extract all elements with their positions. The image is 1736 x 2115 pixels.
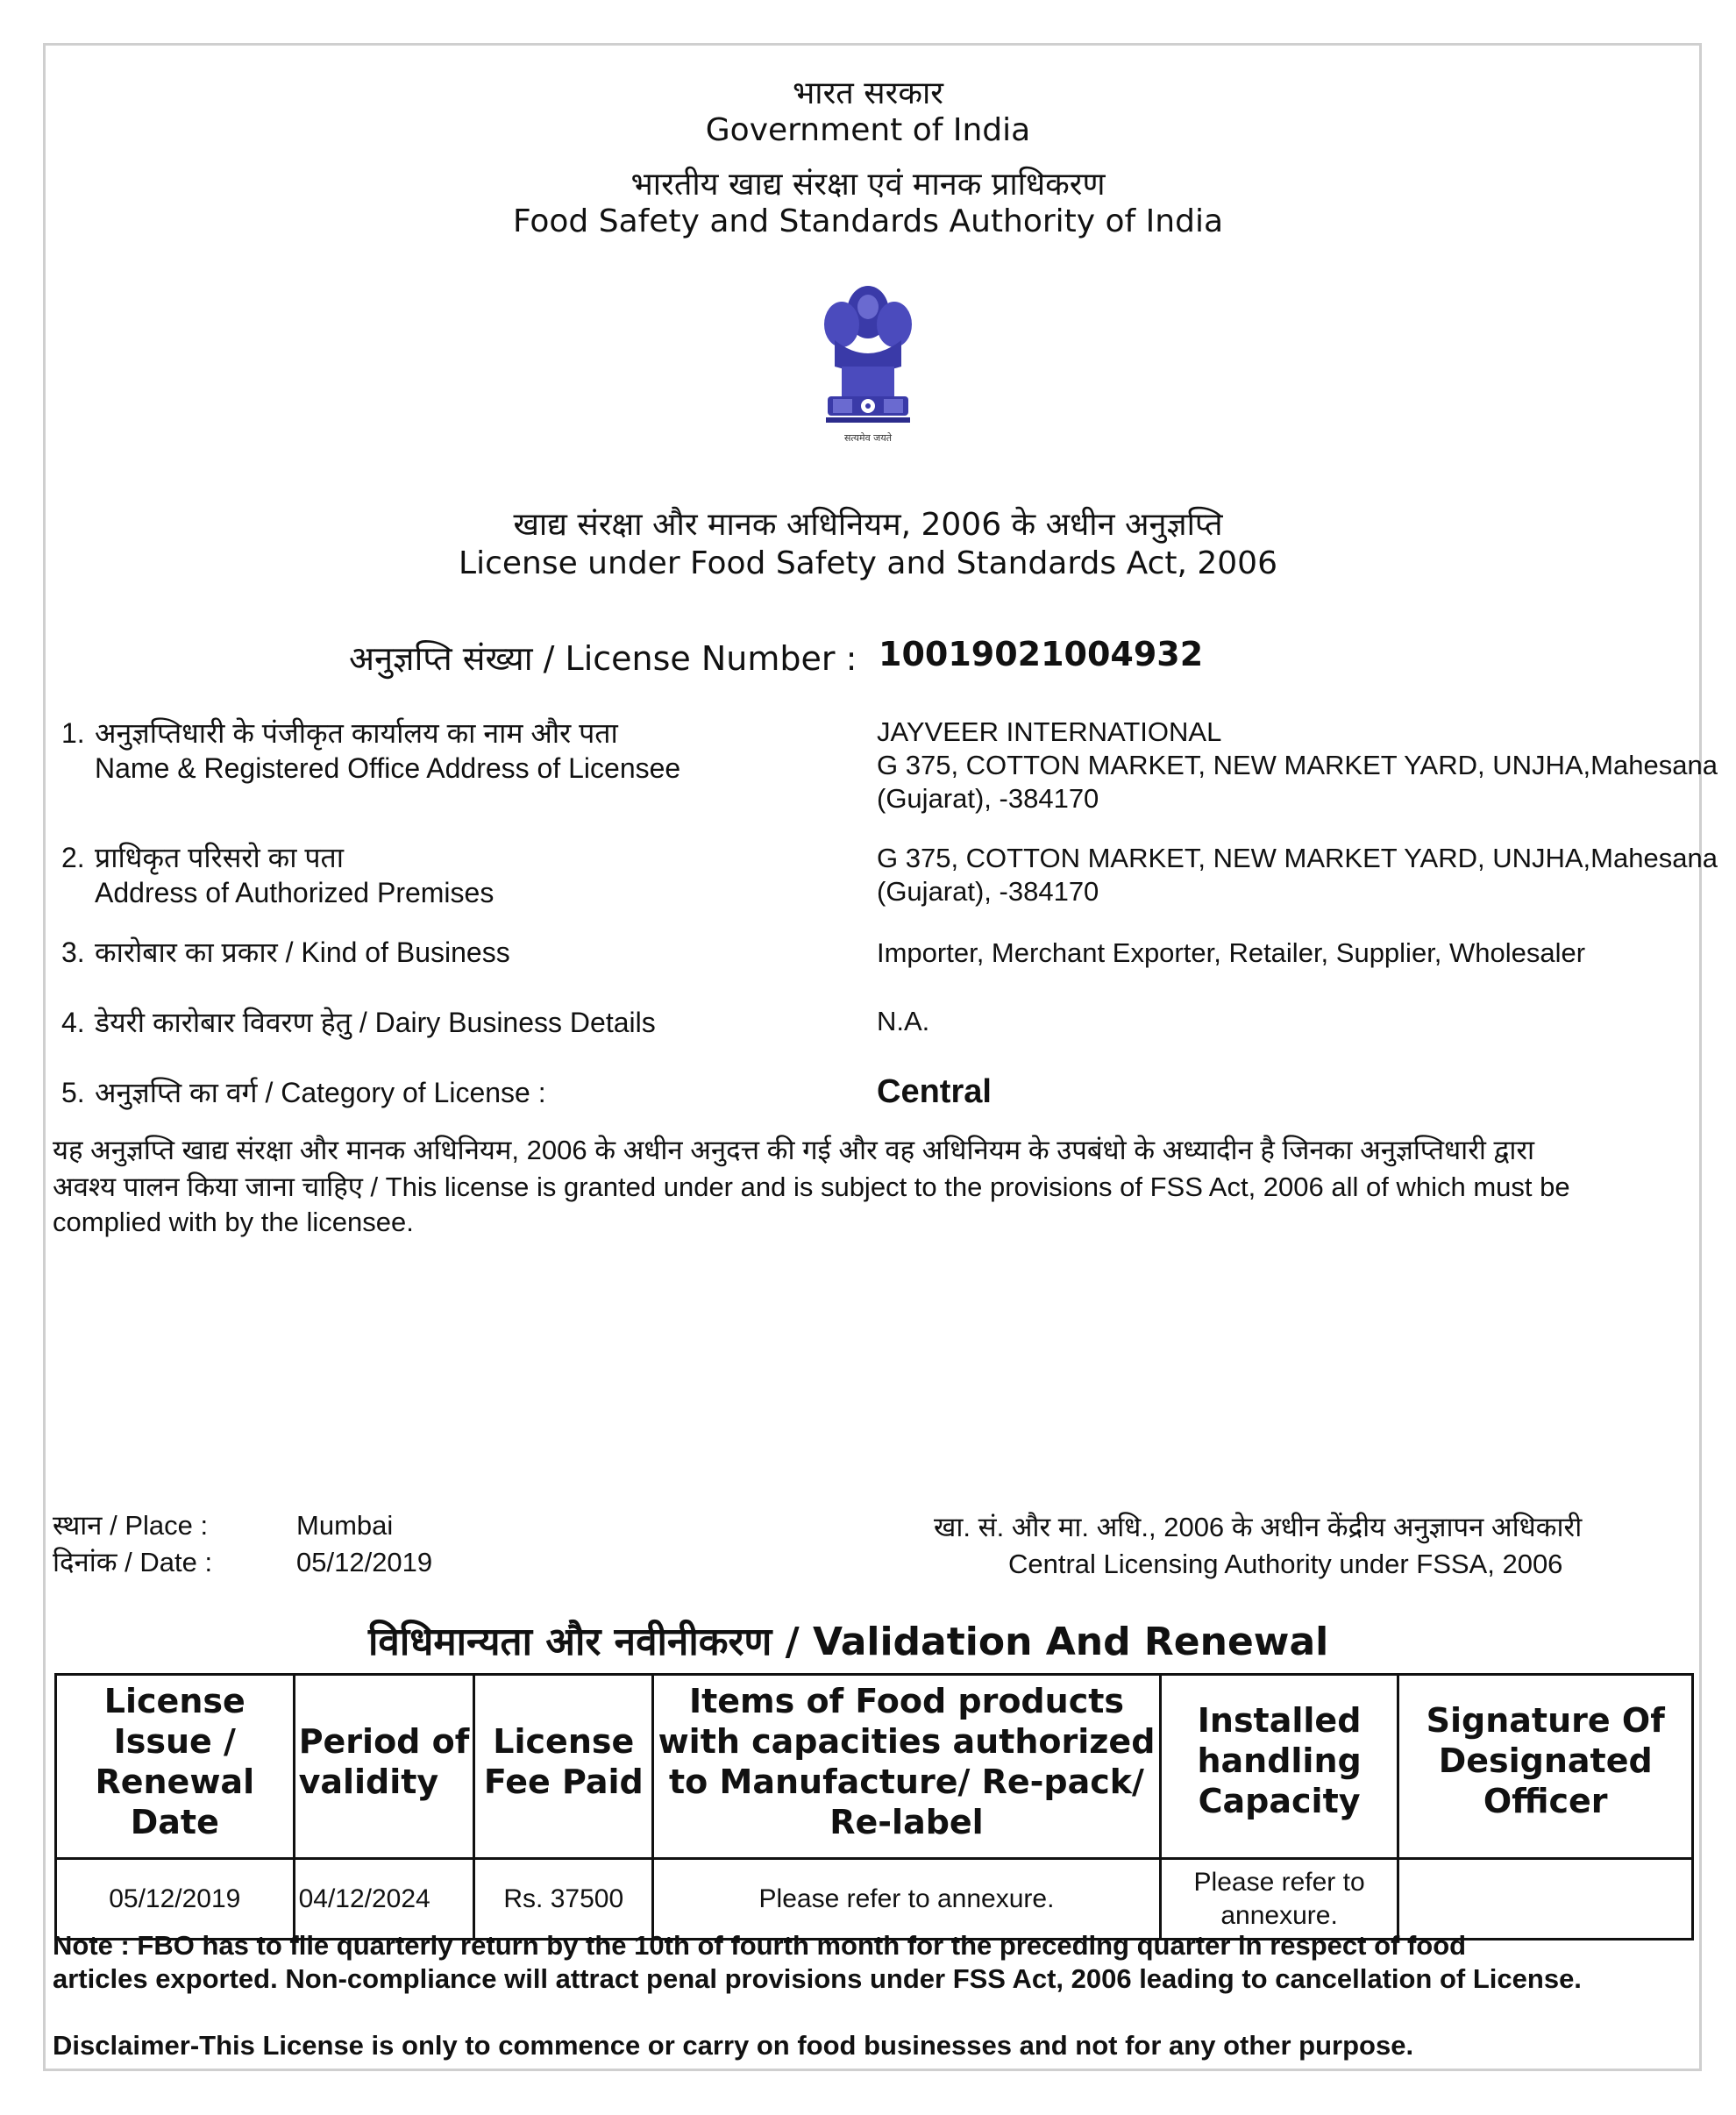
kind-of-business: Importer, Merchant Exporter, Retailer, Supplier, Wholesaler (877, 937, 1586, 968)
header-text: Date (130, 1803, 219, 1841)
fee-cell (474, 1859, 653, 1940)
header-text: Installed (1197, 1701, 1362, 1740)
title-english: License under Food Safety and Standards Act, 2006 (459, 545, 1277, 581)
capacity-text: Please refer to (1193, 1867, 1365, 1897)
premises-address-line: (Gujarat), -384170 (877, 876, 1099, 907)
validity-date: 04/12/2024 (298, 1884, 430, 1913)
header-text: Items of Food products (688, 1682, 1124, 1720)
header-text: Officer (1483, 1782, 1608, 1820)
statement-line: यह अनुज्ञप्ति खाद्य संरक्षा और मानक अधिनियम, 2006 के अधीन अनुदत्त की गई और वह अधिनियम के उपबंधो के अध्यादीन है जिनका अनुज्ञप्तिधारी द्वारा (53, 1135, 1535, 1165)
header-government: Government of India (705, 112, 1031, 148)
header-text: Renewal (95, 1762, 255, 1801)
header-authority: Food Safety and Standards Authority of India (512, 203, 1224, 239)
licensing-authority-hindi: खा. सं. और मा. अधि., 2006 के अधीन केंद्रीय अनुज्ञापन अधिकारी (934, 1512, 1583, 1542)
license-number-label: अनुज्ञप्ति संख्या / License Number : (349, 639, 857, 678)
row-5-number: 5. (61, 1077, 85, 1108)
validation-header-row (56, 1675, 1693, 1859)
header-hindi-government: भारत सरकार (792, 75, 944, 111)
header-text: to Manufacture/ Re-pack/ (669, 1762, 1144, 1801)
licensing-authority: Central Licensing Authority under FSSA, 2006 (1008, 1549, 1563, 1579)
date-label: दिनांक / Date : (53, 1547, 213, 1577)
capacity-text: annexure. (1220, 1900, 1338, 1930)
title-hindi: खाद्य संरक्षा और मानक अधिनियम, 2006 के अधीन अनुज्ञप्ति (513, 507, 1223, 543)
header-signature (1398, 1675, 1693, 1859)
place-value: Mumbai (296, 1510, 394, 1541)
row-1-label-hindi: अनुज्ञप्तिधारी के पंजीकृत कार्यालय का नाम और पता (95, 717, 618, 749)
validation-data-row (56, 1859, 1693, 1940)
row-4-label: डेयरी कारोबार विवरण हेतु / Dairy Business Details (95, 1007, 656, 1038)
header-hindi-authority: भारतीय खाद्य संरक्षा एवं मानक प्राधिकरण (630, 167, 1106, 203)
header-text: Issue / (113, 1722, 236, 1761)
validation-table (54, 1673, 1694, 1941)
validity-cell (294, 1859, 474, 1940)
items-text: Please refer to annexure. (758, 1884, 1055, 1913)
fee-paid: Rs. 37500 (503, 1884, 624, 1913)
header-fee (474, 1675, 653, 1859)
issue-date: 05/12/2019 (109, 1884, 241, 1913)
issue-date-cell (56, 1859, 295, 1940)
row-1-label: Name & Registered Office Address of Licensee (95, 752, 681, 784)
row-4-number: 4. (61, 1007, 85, 1038)
header-items (653, 1675, 1161, 1859)
license-number: 10019021004932 (879, 635, 1204, 673)
note-line: Note : FBO has to file quarterly return by the 10th of fourth month for the preceding quarter in respect of food (53, 1930, 1467, 1961)
national-emblem-icon (815, 279, 921, 454)
capacity-cell (1160, 1859, 1398, 1940)
dairy-business-details: N.A. (877, 1006, 930, 1036)
date-value: 05/12/2019 (296, 1547, 433, 1577)
row-1-number: 1. (61, 717, 85, 749)
row-2-label: Address of Authorized Premises (95, 877, 494, 908)
row-3-label: कारोबार का प्रकार / Kind of Business (95, 936, 510, 968)
premises-address-line: G 375, COTTON MARKET, NEW MARKET YARD, UNJHA,Mahesana (877, 843, 1718, 873)
disclaimer: Disclaimer-This License is only to commence or carry on food businesses and not for any other purpose. (53, 2030, 1414, 2061)
row-3-number: 3. (61, 936, 85, 968)
statement-line: अवश्य पालन किया जाना चाहिए / This license is granted under and is subject to the provisions of FSS Act, 2006 all of which must be (53, 1171, 1570, 1202)
validation-title: विधिमान्यता और नवीनीकरण / Validation And Renewal (368, 1620, 1329, 1664)
header-text: Signature Of (1426, 1701, 1665, 1740)
row-2-label-hindi: प्राधिकृत परिसरो का पता (95, 842, 345, 873)
header-text: License (103, 1682, 245, 1720)
place-label: स्थान / Place : (53, 1510, 209, 1541)
licensee-address-line: (Gujarat), -384170 (877, 783, 1099, 814)
header-text: Fee Paid (483, 1762, 644, 1801)
header-text: Designated (1438, 1741, 1653, 1780)
header-text: handling (1197, 1741, 1362, 1780)
header-text: Re-label (829, 1803, 984, 1841)
header-issue-date (56, 1675, 295, 1859)
header-validity (294, 1675, 474, 1859)
license-category: Central (877, 1073, 992, 1110)
items-cell (653, 1859, 1161, 1940)
header-text: with capacities authorized (658, 1722, 1156, 1761)
row-5-label: अनुज्ञप्ति का वर्ग / Category of License : (95, 1077, 546, 1108)
header-text: Capacity (1198, 1782, 1361, 1820)
note-line: articles exported. Non-compliance will attract penal provisions under FSS Act, 2006 leading to cancellation of License. (53, 1963, 1582, 1994)
licensee-name: JAYVEER INTERNATIONAL (877, 716, 1222, 747)
header-capacity (1160, 1675, 1398, 1859)
row-2-number: 2. (61, 842, 85, 873)
licensee-address-line: G 375, COTTON MARKET, NEW MARKET YARD, UNJHA,Mahesana (877, 750, 1718, 780)
emblem-motto: सत्यमेव जयते (843, 432, 892, 444)
header-text: License (493, 1722, 635, 1761)
header-text: Period of (298, 1722, 470, 1761)
signature-cell (1398, 1859, 1693, 1940)
statement-line: complied with by the licensee. (53, 1207, 414, 1237)
header-text: validity (298, 1762, 439, 1801)
